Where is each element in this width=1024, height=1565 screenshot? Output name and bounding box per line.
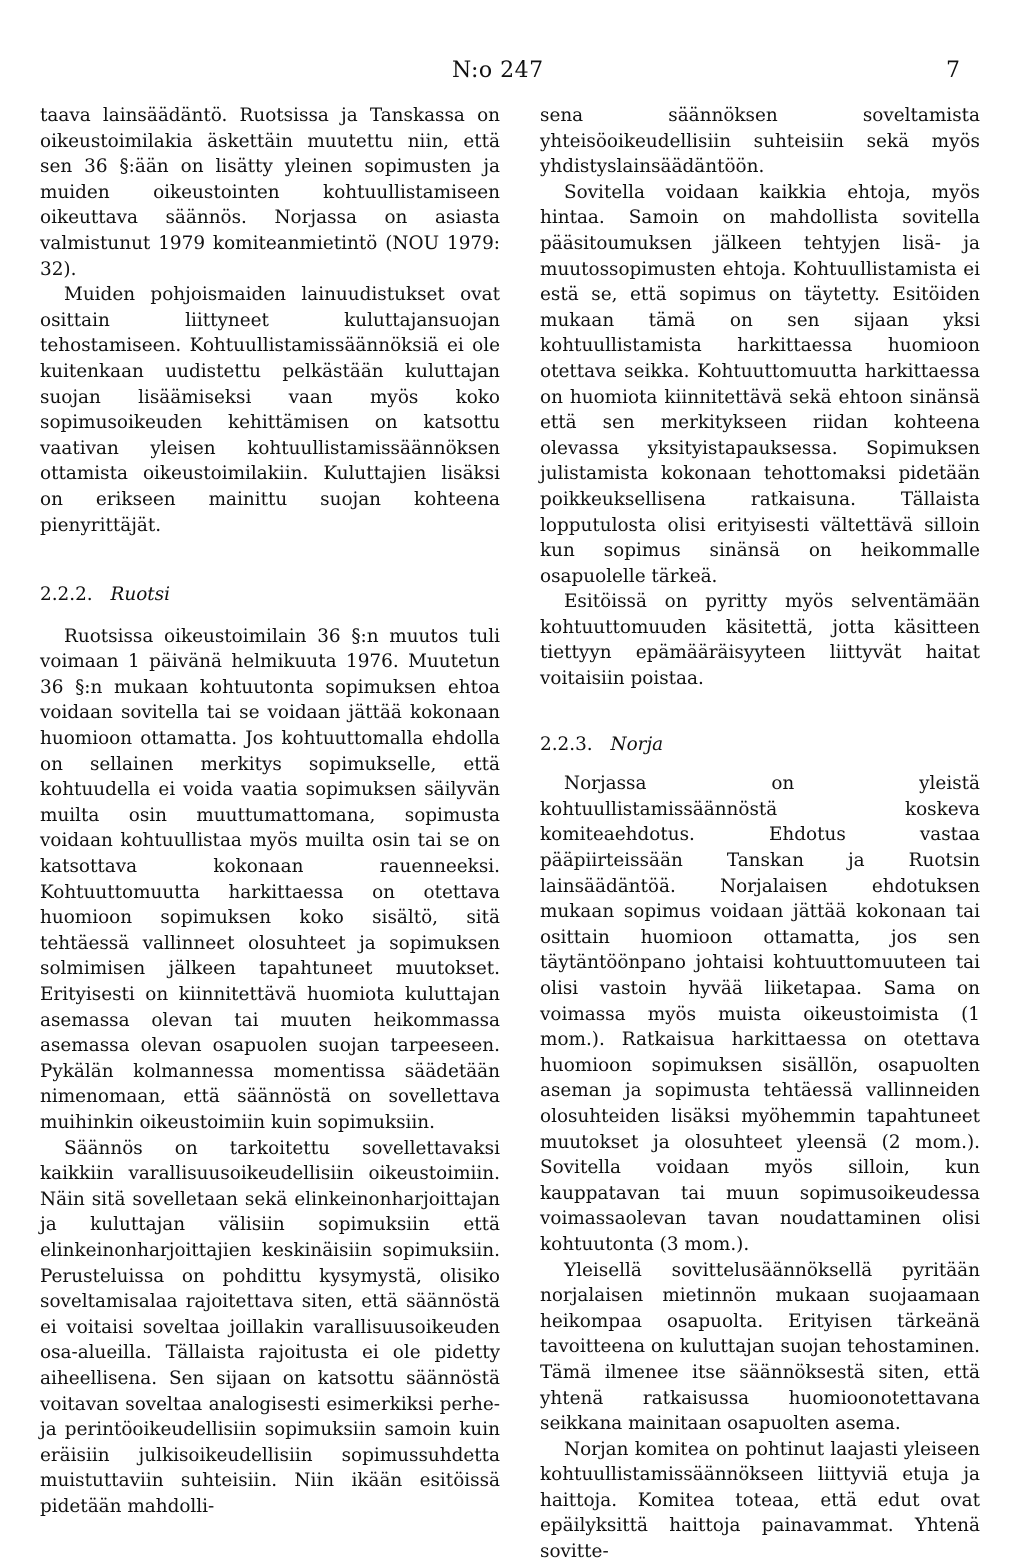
paragraph: Muiden pohjoismaiden lainuudistukset ovat osittain liittyneet kuluttajansuojan tehostamiseen. Kohtuullistamissäännöksiä ei ole kuitenkaan uudistettu pelkästään kuluttajan suojan lisäämiseksi vaan myös koko sopimusoikeuden kehittämisen on katsottu vaativan yleisen kohtuullistamissäännöksen ottamista oikeustoimilakiin. Kuluttajien lisäksi on erikseen mainittu suojan kohteena pienyrittäjät. — [40, 284, 500, 536]
section-heading-norja — [540, 732, 980, 758]
section-title: Norja — [610, 733, 664, 755]
paragraph: Sovitella voidaan kaikkia ehtoja, myös hintaa. Samoin on mahdollista sovitella pääsitoumuksen jälkeen tehtyjen lisä- ja muutossopimusten ehtoja. Kohtuullistamista ei estä se, että sopimus on täytetty. Esitöiden mukaan tämä on sen sijaan yksi kohtuullistamista harkittaessa huomioon otettava seikka. Kohtuuttomuutta harkittaessa on huomiota kiinnitettävä sekä ehtoon sinänsä että sen merkitykseen riidan kohteena olevassa yksityistapauksessa. Sopimuksen julistamista kokonaan tehottomaksi pidetään poikkeuksellisena ratkaisuna. Tällaista lopputulosta olisi erityisesti vältettävä silloin kun sopimus sinänsä on heikommalle osapuolelle tärkeä. — [540, 181, 980, 587]
paragraph: Esitöissä on pyritty myös selventämään kohtuuttomuuden käsitettä, jotta käsitteen tiettyyn epämääräisyyteen liittyvät haitat voitaisiin poistaa. — [540, 591, 980, 690]
right-column — [540, 103, 980, 1565]
paragraph: sena säännöksen soveltamista yhteisöoikeudellisiin suhteisiin sekä myös yhdistyslainsäädäntöön. — [540, 105, 980, 178]
paragraph: Norjan komitea on pohtinut laajasti yleiseen kohtuullistamissäännökseen liittyviä etuja ja haittoja. Komitea toteaa, että edut ovat epäilyksittä haittoja painavammat. Yhtenä sovitte- — [540, 1438, 980, 1563]
document-number: N:o 247 — [452, 58, 544, 83]
page-number: 7 — [946, 58, 960, 83]
paragraph: Yleisellä sovittelusäännöksellä pyritään norjalaisen mietinnön mukaan suojaamaan heikompaa osapuolta. Erityisen tärkeänä tavoitteena on kuluttajan suojan tehostaminen. Tämä ilmenee itse säännöksestä siten, että yhtenä ratkaisussa huomioonotettavana seikkana mainitaan osapuolten asema. — [540, 1259, 980, 1435]
paragraph: Norjassa on yleistä kohtuullistamissäännöstä koskeva komiteaehdotus. Ehdotus vastaa pääpiirteissään Tanskan ja Ruotsin lainsäädäntöä. Norjalaisen ehdotuksen mukaan sopimus voidaan jättää kokonaan tai osittain huomioon ottamatta, jos sen täytäntöönpano johtaisi kohtuuttomuuteen tai olisi vastoin hyvää liiketapaa. Sama on voimassa myös muista oikeustoimista (1 mom.). Ratkaisua harkittaessa on otettava huomioon sopimuksen sisällön, osapuolten aseman ja sopimusta tehtäessä vallinneiden olosuhteiden lisäksi myöhemmin tapahtuneet muutokset ja olosuhteet yleensä (2 mom.). Sovitella voidaan myös silloin, kun kauppatavan tai muun sopimusoikeudessa voimassaolevan tavan noudattaminen olisi kohtuutonta (3 mom.). — [540, 773, 980, 1255]
section-heading-ruotsi — [40, 582, 500, 608]
section-title: Ruotsi — [110, 584, 170, 606]
section-number: 2.2.3. — [540, 733, 593, 755]
paragraph: taava lainsäädäntö. Ruotsissa ja Tanskassa on oikeustoimilakia äskettäin muutettu niin, että sen 36 §:ään on lisätty yleinen sopimusten ja muiden oikeustointen kohtuullistamiseen oikeuttava säännös. Norjassa on asiasta valmistunut 1979 komiteanmietintö (NOU 1979: 32). — [40, 105, 500, 280]
paragraph: Ruotsissa oikeustoimilain 36 §:n muutos tuli voimaan 1 päivänä helmikuuta 1976. Muutetun 36 §:n mukaan kohtuutonta sopimuksen ehtoa voidaan sovitella tai se voidaan jättää kokonaan huomioon ottamatta. Jos kohtuuttomalla ehdolla on sellainen merkitys sopimukselle, että kohtuudella ei voida vaatia sopimuksen säilyvän muilta osin muuttumattomana, sopimusta voidaan kohtuullistaa myös muilta osin tai se on katsottava kokonaan rauenneeksi. Kohtuuttomuutta harkittaessa on otettava huomioon sopimuksen koko sisältö, sitä tehtäessä vallinneet olosuhteet ja sopimuksen solmimisen jälkeen tapahtuneet muutokset. Erityisesti on kiinnitettävä huomiota kuluttajan asemassa olevan tai muuten heikommassa asemassa olevan osapuolen suojan tarpeeseen. Pykälän kolmannessa momentissa säädetään nimenomaan, että säännöstä on sovellettava muihinkin oikeustoimiin kuin sopimuksiin. — [40, 625, 500, 1133]
page-header — [0, 58, 1024, 88]
section-number: 2.2.2. — [40, 584, 93, 606]
paragraph: Säännös on tarkoitettu sovellettavaksi kaikkiin varallisuusoikeudellisiin oikeustoimiin. Näin sitä sovelletaan sekä elinkeinonharjoittajan ja kuluttajan välisiin sopimuksiin että elinkeinonharjoittajien keskinäisiin sopimuksiin. Perusteluissa on pohdittu kysymystä, olisiko soveltamisalaa rajoitettava siten, että säännöstä ei voitaisi soveltaa joillakin varallisuusoikeuden osa-alueilla. Tällaista rajoitusta ei ole pidetty aiheellisena. Sen sijaan on katsottu säännöstä voitavan soveltaa analogisesti esimerkiksi perhe- ja perintöoikeudellisiin sopimuksiin samoin kuin eräisiin julkisoikeudellisiin sopimussuhdetta muistuttaviin suhteisiin. Niin ikään esitöissä pidetään mahdolli- — [40, 1137, 500, 1517]
left-column — [40, 103, 500, 1519]
